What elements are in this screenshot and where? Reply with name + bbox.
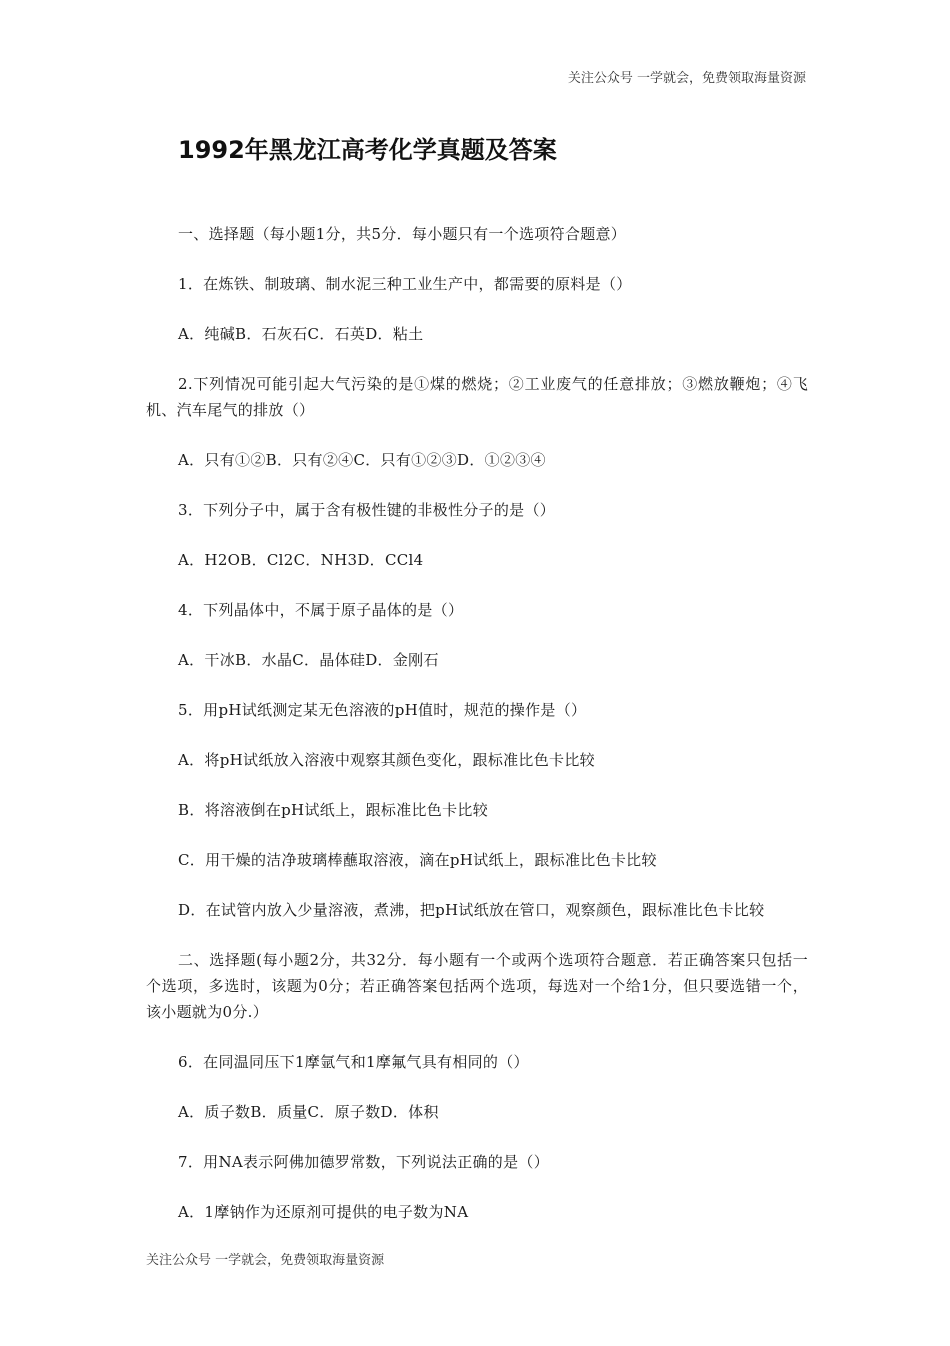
question-1-options: A．纯碱B．石灰石C．石英D．粘土: [178, 325, 424, 343]
question-2-options: A．只有①②B．只有②④C．只有①②③D．①②③④: [178, 451, 546, 469]
question-6-options: A．质子数B．质量C．原子数D．体积: [178, 1103, 439, 1121]
question-7-option-a: A．1摩钠作为还原剂可提供的电子数为NA: [178, 1203, 469, 1221]
footer-note: 关注公众号 一学就会，免费领取海量资源: [146, 1253, 385, 1268]
question-5-option-c: C．用干燥的洁净玻璃棒蘸取溶液，滴在pH试纸上，跟标准比色卡比较: [178, 851, 657, 869]
question-4: 4．下列晶体中，不属于原子晶体的是（）: [178, 601, 464, 619]
question-5-option-d: D．在试管内放入少量溶液，煮沸，把pH试纸放在管口，观察颜色，跟标准比色卡比较: [178, 901, 765, 919]
question-1: 1．在炼铁、制玻璃、制水泥三种工业生产中，都需要的原料是（）: [178, 275, 632, 293]
question-3: 3．下列分子中，属于含有极性键的非极性分子的是（）: [178, 501, 556, 519]
page-title: 1992年黑龙江高考化学真题及答案: [178, 136, 557, 164]
header-note: 关注公众号 一学就会，免费领取海量资源: [567, 71, 806, 86]
question-5: 5．用pH试纸测定某无色溶液的pH值时，规范的操作是（）: [178, 701, 587, 719]
section-one-heading: 一、选择题（每小题1分，共5分．每小题只有一个选项符合题意）: [178, 225, 627, 243]
question-4-options: A．干冰B．水晶C．晶体硅D．金刚石: [178, 651, 439, 669]
document-body: [146, 221, 808, 1249]
question-3-options: A．H2OB．Cl2C．NH3D．CCl4: [178, 551, 424, 569]
question-5-option-a: A．将pH试纸放入溶液中观察其颜色变化，跟标准比色卡比较: [178, 751, 595, 769]
question-5-option-b: B．将溶液倒在pH试纸上，跟标准比色卡比较: [178, 801, 489, 819]
question-2: 2.下列情况可能引起大气污染的是①煤的燃烧；②工业废气的任意排放；③燃放鞭炮；④飞机、汽车尾气的排放（）: [146, 375, 808, 419]
question-7: 7．用NA表示阿佛加德罗常数，下列说法正确的是（）: [178, 1153, 550, 1171]
question-6: 6．在同温同压下1摩氩气和1摩氟气具有相同的（）: [178, 1053, 529, 1071]
section-two-heading: 二、选择题(每小题2分，共32分．每小题有一个或两个选项符合题意．若正确答案只包括一个选项，多选时，该题为0分；若正确答案包括两个选项，每选对一个给1分，但只要选错一个，该小题就为0分.）: [146, 951, 808, 1021]
